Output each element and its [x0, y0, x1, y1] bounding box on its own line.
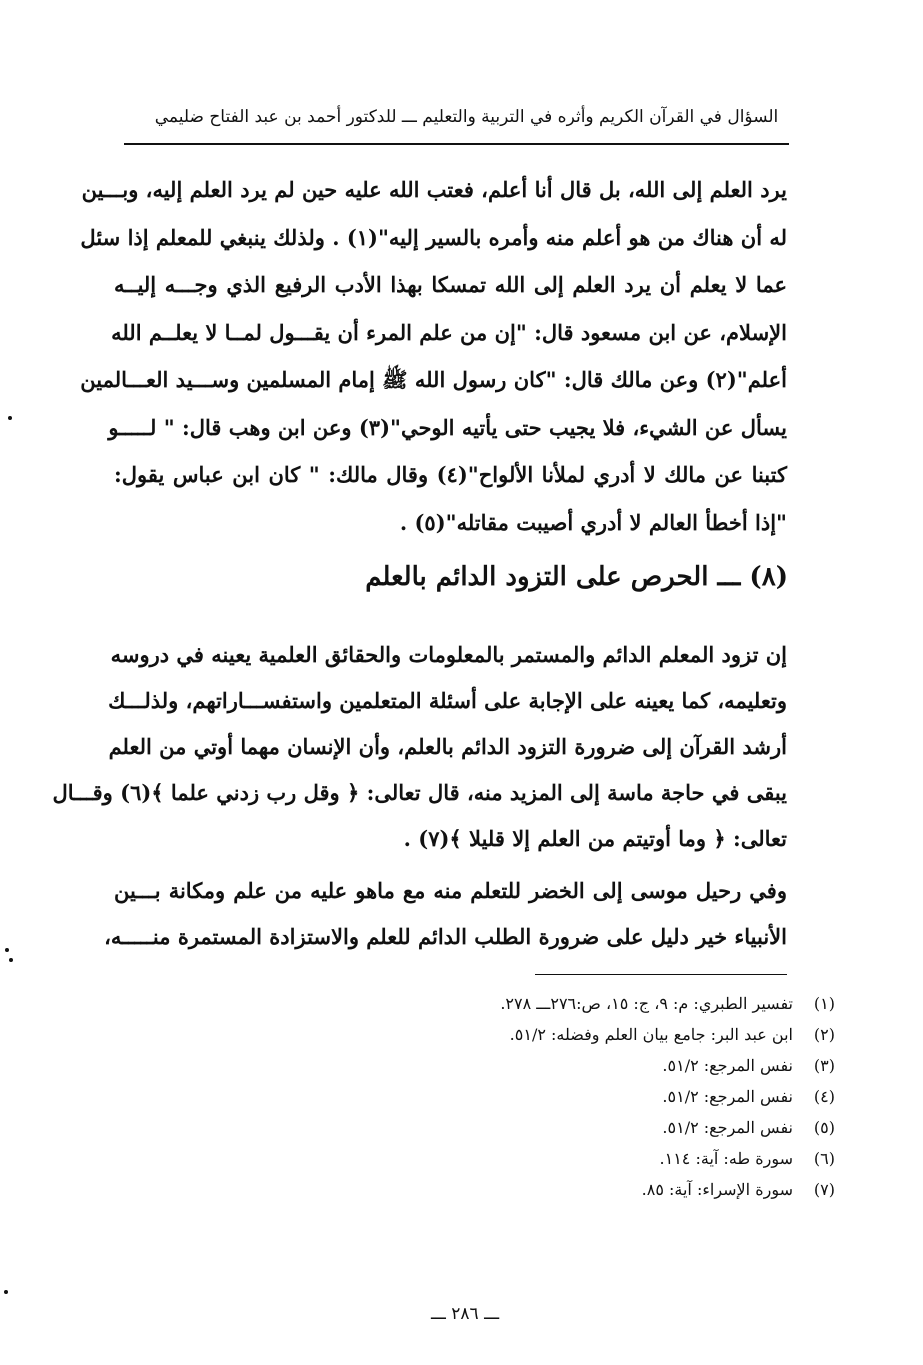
text-line: يرد العلم إلى الله، بل قال أنا أعلم، فعتب الله عليه حين لم يرد العلم إليه، وبـــين	[81, 177, 787, 202]
text-line: أرشد القرآن إلى ضرورة التزود الدائم بالعلم، وأن الإنسان مهما أوتي من العلم	[108, 734, 787, 759]
text-line: وتعليمه، كما يعينه على الإجابة على أسئلة المتعلمين واستفســـاراتهم، ولذلـــك	[108, 688, 787, 713]
footnote-item	[300, 1019, 835, 1050]
text-line: إن تزود المعلم الدائم والمستمر بالمعلومات والحقائق العلمية يعينه في دروسه	[110, 642, 787, 667]
scan-dot	[4, 1290, 8, 1294]
text-line: كتبنا عن مالك لا أدري لملأنا الألواح"(٤) وقال مالك: " كان ابن عباس يقول:	[114, 462, 787, 487]
footnote-number: (٥)	[813, 1118, 835, 1137]
footnote-separator	[535, 974, 787, 975]
footnote-text: نفس المرجع: ٥١/٢.	[662, 1087, 793, 1106]
header-rule	[124, 143, 789, 145]
text-line: تعالى: ﴿ وما أوتيتم من العلم إلا قليلا ﴾(٧) .	[403, 826, 787, 851]
text-line: يسأل عن الشيء، فلا يجيب حتى يأتيه الوحي"(٣) وعن ابن وهب قال: " لـــــو	[108, 414, 787, 440]
footnotes-list	[300, 988, 835, 1205]
footnote-number: (٣)	[813, 1056, 835, 1075]
footnote-number: (٤)	[813, 1087, 835, 1106]
footnote-number: (١)	[813, 994, 835, 1013]
footnote-text: تفسير الطبري: م: ٩، ج: ١٥، ص:٢٧٦ـــ ٢٧٨.	[500, 994, 793, 1013]
text-line: له أن هناك من هو أعلم منه وأمره بالسير إليه"(١) . ولذلك ينبغي للمعلم إذا سئل	[80, 224, 787, 250]
paragraph-3	[104, 868, 787, 960]
footnote-text: نفس المرجع: ٥١/٢.	[662, 1056, 793, 1075]
text-line: وفي رحيل موسى إلى الخضر للتعلم منه مع ماهو عليه من علم ومكانة بـــين	[114, 878, 787, 903]
paragraph-2	[52, 632, 787, 862]
text-line: عما لا يعلم أن يرد العلم إلى الله تمسكا بهذا الأدب الرفيع الذي وجـــه إليــه	[114, 272, 787, 297]
text-line: "إذا أخطأ العالم لا أدري أصيبت مقاتله"(٥) .	[399, 509, 787, 535]
footnote-item	[300, 1081, 835, 1112]
footnote-text: ابن عبد البر: جامع بيان العلم وفضله: ٥١/٢.	[509, 1025, 793, 1044]
section-heading: (٨) ـــ الحرص على التزود الدائم بالعلم	[365, 562, 788, 592]
footnote-item	[300, 1143, 835, 1174]
footnote-item	[300, 1174, 835, 1205]
running-header: السؤال في القرآن الكريم وأثره في التربية والتعليم ـــ للدكتور أحمد بن عبد الفتاح ضليمي	[154, 107, 779, 127]
footnote-item	[300, 1112, 835, 1143]
page-number: ـــ ٢٨٦ ـــ	[430, 1304, 500, 1324]
text-line: الإسلام، عن ابن مسعود قال: "إن من علم المرء أن يقـــول لمــا لا يعلــم الله	[111, 319, 787, 345]
scan-dot	[8, 416, 12, 420]
footnote-text: نفس المرجع: ٥١/٢.	[662, 1118, 793, 1137]
text-line: الأنبياء خير دليل على ضرورة الطلب الدائم للعلم والاستزادة المستمرة منـــــه،	[104, 924, 787, 949]
footnote-number: (٢)	[813, 1025, 835, 1044]
scan-dot	[9, 958, 13, 962]
footnote-item	[300, 1050, 835, 1081]
footnote-text: سورة طه: آية: ١١٤.	[659, 1149, 793, 1168]
text-line: أعلم"(٢) وعن مالك قال: "كان رسول الله ﷺ إمام المسلمين وســـيد العـــالمين	[80, 367, 787, 392]
scan-dot	[5, 948, 9, 952]
footnote-number: (٧)	[813, 1180, 835, 1199]
footnote-number: (٦)	[813, 1149, 835, 1168]
paragraph-1	[80, 166, 787, 546]
footnote-item	[300, 988, 835, 1019]
footnote-text: سورة الإسراء: آية: ٨٥.	[641, 1180, 793, 1199]
text-line: يبقى في حاجة ماسة إلى المزيد منه، قال تعالى: ﴿ وقل رب زدني علما ﴾(٦) وقـــال	[52, 780, 787, 805]
